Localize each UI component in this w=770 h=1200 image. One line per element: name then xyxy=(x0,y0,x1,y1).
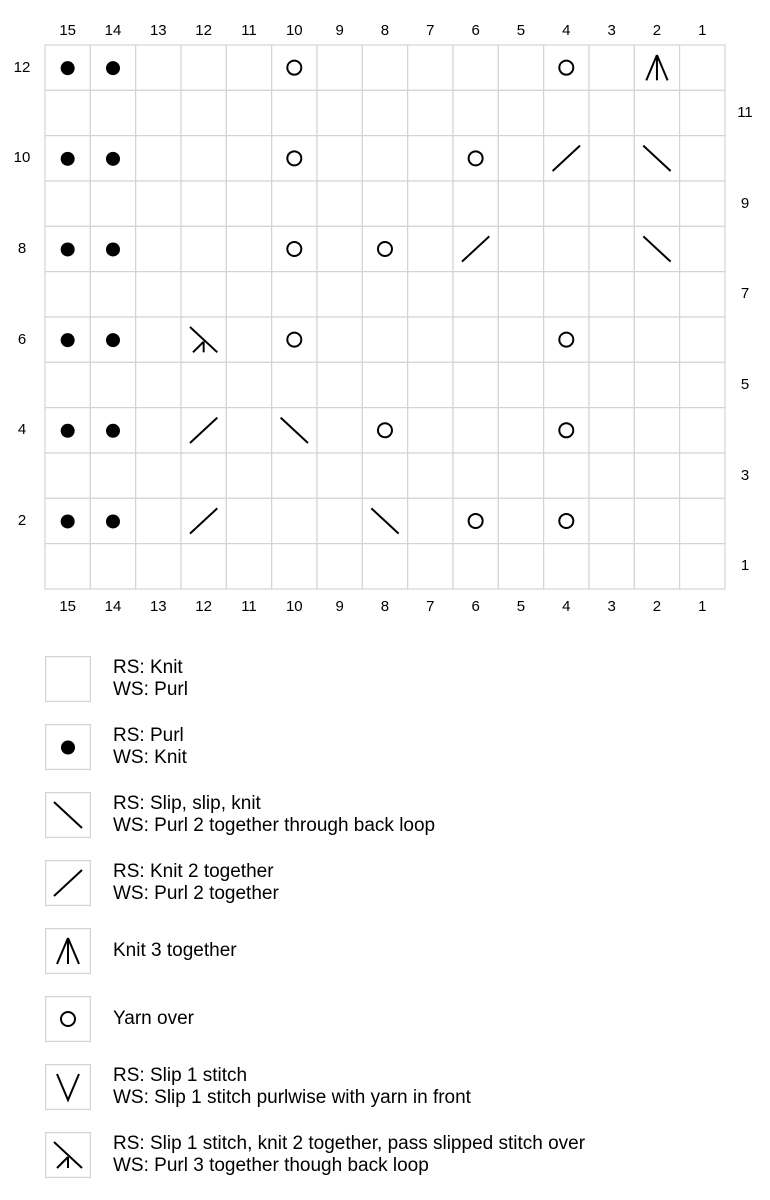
chart-cell xyxy=(45,272,90,317)
chart-cell xyxy=(272,45,317,90)
chart-cell xyxy=(498,362,543,407)
chart-cell xyxy=(362,362,407,407)
chart-cell xyxy=(226,317,271,362)
chart-cell xyxy=(362,272,407,317)
chart-cell xyxy=(362,498,407,543)
chart-cell xyxy=(634,544,679,589)
legend-label-line2: WS: Knit xyxy=(113,747,187,768)
chart-cell xyxy=(317,90,362,135)
chart-cell xyxy=(408,408,453,453)
chart-cell xyxy=(45,90,90,135)
chart-cell xyxy=(272,136,317,181)
chart-cell xyxy=(589,317,634,362)
chart-cell xyxy=(634,90,679,135)
chart-cell xyxy=(362,408,407,453)
column-number: 13 xyxy=(149,598,167,615)
column-number: 11 xyxy=(241,22,257,39)
chart-cell xyxy=(634,453,679,498)
chart-cell xyxy=(408,90,453,135)
chart-cell xyxy=(589,90,634,135)
chart-symbol-purl xyxy=(106,333,120,347)
chart-cell xyxy=(589,272,634,317)
chart-cell xyxy=(544,362,589,407)
chart-cell xyxy=(408,226,453,271)
chart-cell xyxy=(317,408,362,453)
column-number: 4 xyxy=(562,598,571,615)
legend-label-line2: WS: Purl 3 together though back loop xyxy=(113,1155,429,1176)
chart-cell xyxy=(45,45,90,90)
chart-symbol-purl xyxy=(106,424,120,438)
chart-cell xyxy=(408,136,453,181)
column-number: 3 xyxy=(607,22,616,39)
chart-cell xyxy=(90,272,135,317)
chart-cell xyxy=(45,136,90,181)
column-number: 4 xyxy=(562,22,571,39)
chart-cell xyxy=(453,272,498,317)
legend-symbol-knit xyxy=(45,656,91,702)
chart-symbol-purl xyxy=(61,514,75,528)
legend-symbol-k3tog xyxy=(45,928,91,974)
legend-label-line2: WS: Purl 2 together through back loop xyxy=(113,815,436,836)
chart-cell xyxy=(226,544,271,589)
chart-cell xyxy=(90,498,135,543)
chart-cell xyxy=(181,544,226,589)
row-number: 10 xyxy=(13,149,31,167)
row-number: 1 xyxy=(740,557,750,575)
chart-cell xyxy=(589,362,634,407)
legend-label-line1: RS: Purl xyxy=(113,725,184,746)
column-number: 2 xyxy=(652,598,662,615)
legend-symbol-k2tog xyxy=(45,860,91,906)
column-number: 10 xyxy=(285,22,303,39)
chart-cell xyxy=(181,136,226,181)
legend-label-line1: RS: Slip 1 stitch xyxy=(113,1065,248,1086)
column-number: 2 xyxy=(652,22,662,39)
chart-cell xyxy=(136,317,181,362)
column-number: 1 xyxy=(698,22,707,39)
chart-cell xyxy=(589,181,634,226)
column-number: 11 xyxy=(241,598,257,615)
chart-cell xyxy=(498,181,543,226)
chart-cell xyxy=(680,272,725,317)
chart-cell xyxy=(272,90,317,135)
chart-cell xyxy=(136,272,181,317)
column-number: 14 xyxy=(104,598,122,615)
chart-symbol-purl xyxy=(106,152,120,166)
chart-cell xyxy=(226,498,271,543)
row-number: 11 xyxy=(737,103,753,121)
chart-cell xyxy=(45,544,90,589)
chart-cell xyxy=(634,136,679,181)
chart-cell xyxy=(181,226,226,271)
chart-cell xyxy=(362,45,407,90)
chart-cell xyxy=(544,45,589,90)
column-number: 14 xyxy=(104,22,122,39)
row-number: 7 xyxy=(740,285,750,303)
chart-cell xyxy=(680,136,725,181)
chart-cell xyxy=(317,498,362,543)
chart-cell xyxy=(272,362,317,407)
chart-cell xyxy=(453,498,498,543)
chart-cell xyxy=(453,544,498,589)
chart-cell xyxy=(362,453,407,498)
chart-symbol-purl xyxy=(106,242,120,256)
chart-cell xyxy=(226,408,271,453)
legend-label-line2: WS: Purl xyxy=(113,679,188,700)
chart-cell xyxy=(680,181,725,226)
legend-label-line2: WS: Purl 2 together xyxy=(113,883,279,904)
chart-cell xyxy=(408,362,453,407)
chart-cell xyxy=(362,90,407,135)
chart-cell xyxy=(226,272,271,317)
legend-symbol-slip xyxy=(45,1064,91,1110)
chart-cell xyxy=(181,90,226,135)
chart-symbol-purl xyxy=(106,514,120,528)
column-number: 8 xyxy=(380,22,390,39)
chart-symbol-purl xyxy=(61,333,75,347)
chart-cell xyxy=(589,136,634,181)
chart-cell xyxy=(680,45,725,90)
chart-cell xyxy=(498,498,543,543)
chart-cell xyxy=(136,45,181,90)
legend-label-line1: RS: Knit xyxy=(113,657,183,678)
chart-cell xyxy=(90,181,135,226)
chart-cell xyxy=(272,408,317,453)
chart-cell xyxy=(498,272,543,317)
chart-symbol-purl xyxy=(61,424,75,438)
chart-cell xyxy=(136,181,181,226)
column-number: 9 xyxy=(335,22,344,39)
legend-label-line1: Knit 3 together xyxy=(113,940,237,961)
chart-cell xyxy=(544,181,589,226)
column-number: 5 xyxy=(516,22,526,39)
chart-cell xyxy=(634,181,679,226)
row-number: 3 xyxy=(740,466,750,484)
chart-cell xyxy=(544,272,589,317)
chart-cell xyxy=(181,272,226,317)
chart-cell xyxy=(317,362,362,407)
chart-cell xyxy=(226,90,271,135)
chart-cell xyxy=(362,544,407,589)
chart-cell xyxy=(181,408,226,453)
column-number: 7 xyxy=(426,22,435,39)
legend-symbol-sk2p xyxy=(45,1132,91,1178)
chart-cell xyxy=(634,498,679,543)
chart-cell xyxy=(544,90,589,135)
chart-cell xyxy=(544,453,589,498)
row-number: 12 xyxy=(13,58,31,76)
chart-cell xyxy=(544,498,589,543)
chart-cell xyxy=(544,544,589,589)
chart-cell xyxy=(680,226,725,271)
row-number: 6 xyxy=(17,330,27,348)
row-number: 2 xyxy=(17,511,27,529)
column-number: 13 xyxy=(149,22,167,39)
row-number: 4 xyxy=(17,421,27,439)
chart-cell xyxy=(589,226,634,271)
chart-cell xyxy=(453,136,498,181)
chart-cell xyxy=(45,226,90,271)
chart-cell xyxy=(634,317,679,362)
chart-symbol-purl xyxy=(106,61,120,75)
chart-cell xyxy=(272,544,317,589)
chart-cell xyxy=(362,226,407,271)
chart-cell xyxy=(272,272,317,317)
chart-cell xyxy=(634,408,679,453)
chart-cell xyxy=(453,45,498,90)
chart-cell xyxy=(272,498,317,543)
chart-cell xyxy=(680,498,725,543)
chart-cell xyxy=(136,136,181,181)
chart-cell xyxy=(317,45,362,90)
chart-cell xyxy=(498,226,543,271)
chart-cell xyxy=(589,498,634,543)
chart-cell xyxy=(90,136,135,181)
chart-cell xyxy=(90,45,135,90)
chart-cell xyxy=(498,317,543,362)
chart-cell xyxy=(680,317,725,362)
chart-cell xyxy=(408,498,453,543)
chart-cell xyxy=(136,90,181,135)
chart-cell xyxy=(181,453,226,498)
chart-cell xyxy=(498,90,543,135)
chart-cell xyxy=(90,544,135,589)
chart-cell xyxy=(272,181,317,226)
chart-cell xyxy=(544,136,589,181)
legend-label-line1: Yarn over xyxy=(113,1008,194,1029)
column-number: 6 xyxy=(471,598,480,615)
chart-cell xyxy=(90,317,135,362)
chart-cell xyxy=(589,408,634,453)
column-number: 12 xyxy=(195,598,212,615)
chart-cell xyxy=(680,408,725,453)
chart-cell xyxy=(498,45,543,90)
column-number: 6 xyxy=(471,22,480,39)
chart-cell xyxy=(317,317,362,362)
chart-cell xyxy=(544,317,589,362)
chart-cell xyxy=(45,362,90,407)
legend-label-line1: RS: Knit 2 together xyxy=(113,861,274,882)
chart-cell xyxy=(408,453,453,498)
chart-cell xyxy=(408,45,453,90)
chart-cell xyxy=(90,90,135,135)
chart-cell xyxy=(90,362,135,407)
legend-symbol-ssk xyxy=(45,792,91,838)
chart-cell xyxy=(181,362,226,407)
chart-cell xyxy=(272,226,317,271)
chart-cell xyxy=(680,544,725,589)
row-number: 9 xyxy=(740,194,750,212)
column-number: 15 xyxy=(59,22,76,39)
chart-cell xyxy=(136,408,181,453)
chart-cell xyxy=(45,453,90,498)
chart-cell xyxy=(680,453,725,498)
chart-cell xyxy=(181,317,226,362)
chart-symbol-purl xyxy=(61,242,75,256)
column-number: 3 xyxy=(607,598,616,615)
column-number: 12 xyxy=(195,22,212,39)
chart-cell xyxy=(634,45,679,90)
chart-cell xyxy=(680,362,725,407)
chart-cell xyxy=(272,317,317,362)
chart-cell xyxy=(136,453,181,498)
chart-cell xyxy=(408,181,453,226)
chart-cell xyxy=(453,181,498,226)
chart-cell xyxy=(226,136,271,181)
chart-cell xyxy=(226,453,271,498)
legend-label-line1: RS: Slip 1 stitch, knit 2 together, pass slipped stitch over xyxy=(113,1133,586,1154)
chart-symbol-purl xyxy=(61,61,75,75)
column-number: 5 xyxy=(516,598,526,615)
chart-cell xyxy=(181,45,226,90)
legend-symbol-yo xyxy=(45,996,91,1042)
chart-cell xyxy=(498,544,543,589)
legend-label-line1: RS: Slip, slip, knit xyxy=(113,793,261,814)
chart-cell xyxy=(181,181,226,226)
chart-cell xyxy=(45,317,90,362)
column-number: 15 xyxy=(59,598,76,615)
chart-cell xyxy=(272,453,317,498)
chart-cell xyxy=(589,453,634,498)
chart-cell xyxy=(634,226,679,271)
chart-cell xyxy=(317,181,362,226)
column-number: 7 xyxy=(426,598,435,615)
chart-cell xyxy=(226,226,271,271)
column-number: 10 xyxy=(285,598,303,615)
chart-cell xyxy=(317,453,362,498)
chart-cell xyxy=(498,453,543,498)
chart-cell xyxy=(317,226,362,271)
chart-cell xyxy=(453,226,498,271)
chart-cell xyxy=(453,362,498,407)
chart-cell xyxy=(680,90,725,135)
chart-cell xyxy=(226,181,271,226)
chart-cell xyxy=(589,544,634,589)
row-number: 5 xyxy=(740,375,750,393)
chart-cell xyxy=(453,317,498,362)
chart-cell xyxy=(634,272,679,317)
chart-cell xyxy=(453,408,498,453)
chart-cell xyxy=(136,226,181,271)
chart-cell xyxy=(90,453,135,498)
chart-cell xyxy=(136,544,181,589)
chart-cell xyxy=(90,226,135,271)
chart-cell xyxy=(226,45,271,90)
legend-label-line2: WS: Slip 1 stitch purlwise with yarn in front xyxy=(113,1087,471,1108)
chart-cell xyxy=(453,453,498,498)
chart-cell xyxy=(317,136,362,181)
chart-cell xyxy=(90,408,135,453)
legend-symbol-purl xyxy=(45,724,91,770)
chart-cell xyxy=(45,408,90,453)
column-number: 9 xyxy=(335,598,344,615)
chart-cell xyxy=(498,408,543,453)
chart-cell xyxy=(589,45,634,90)
chart-cell xyxy=(544,408,589,453)
chart-cell xyxy=(453,90,498,135)
chart-cell xyxy=(362,317,407,362)
chart-cell xyxy=(226,362,271,407)
chart-cell xyxy=(181,498,226,543)
chart-cell xyxy=(408,272,453,317)
chart-cell xyxy=(634,362,679,407)
chart-symbol-purl xyxy=(61,152,75,166)
chart-cell xyxy=(408,317,453,362)
chart-cell xyxy=(498,136,543,181)
chart-cell xyxy=(317,544,362,589)
row-number: 8 xyxy=(17,239,27,257)
chart-cell xyxy=(136,362,181,407)
chart-cell xyxy=(45,181,90,226)
chart-cell xyxy=(136,498,181,543)
chart-cell xyxy=(544,226,589,271)
chart-cell xyxy=(408,544,453,589)
chart-cell xyxy=(362,181,407,226)
column-number: 8 xyxy=(380,598,390,615)
column-number: 1 xyxy=(698,598,707,615)
chart-cell xyxy=(362,136,407,181)
chart-cell xyxy=(45,498,90,543)
chart-cell xyxy=(317,272,362,317)
